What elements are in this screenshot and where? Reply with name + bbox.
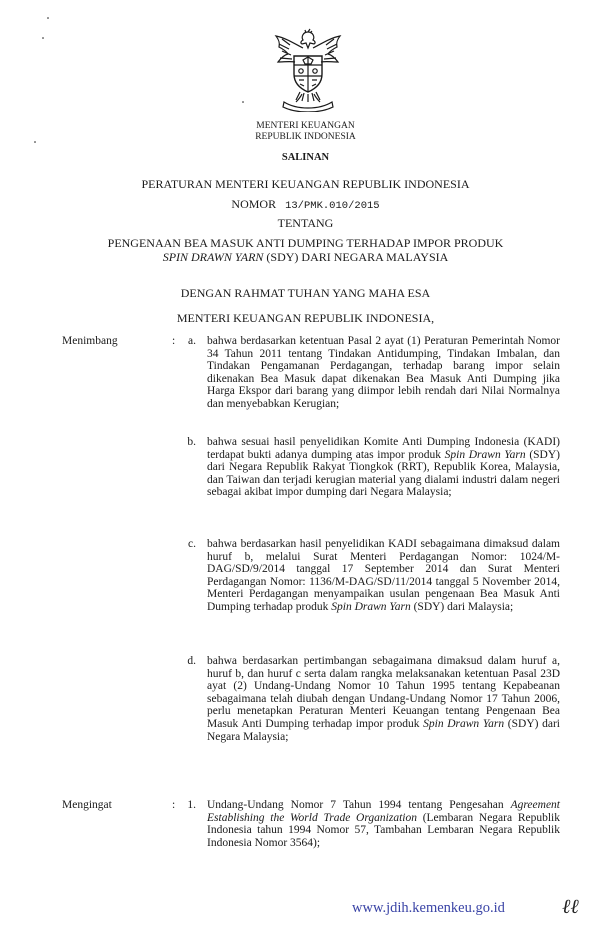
- menteri-line: MENTERI KEUANGAN REPUBLIK INDONESIA,: [176, 311, 435, 325]
- rahmat-line: DENGAN RAHMAT TUHAN YANG MAHA ESA: [180, 286, 431, 300]
- ministry-name: MENTERI KEUANGAN: [256, 121, 355, 131]
- legal-basis-1: [207, 799, 560, 849]
- text-run: (SDY) dari Malaysia;: [410, 600, 514, 613]
- italic-term: Agreement Establishing the World Trade Organization: [207, 799, 560, 824]
- scan-speck: [242, 101, 244, 103]
- regulation-number: [0, 197, 611, 212]
- regulation-title: PERATURAN MENTERI KEUANGAN REPUBLIK INDONESIA: [141, 177, 470, 191]
- consideration-letter: a.: [188, 335, 196, 347]
- consideration-b: [207, 436, 560, 499]
- consideration-letter: d.: [187, 655, 196, 667]
- mengingat-colon: :: [172, 799, 176, 811]
- menimbang-colon: :: [172, 335, 176, 347]
- text-run: (SDY) dari Negara Republik Rakyat Tiongkok (RRT), Republik Korea, Malaysia, dan Taiwan dan terjadi kerugian material yang dialami industri dalam negeri sebagai akibat impor dumping dari Negara Malaysia;: [207, 448, 560, 499]
- consideration-c: [207, 538, 560, 614]
- italic-term: Spin Drawn Yarn: [331, 600, 411, 613]
- ministry-country: REPUBLIK INDONESIA: [255, 132, 356, 142]
- text-run: (SDY) dari Negara Malaysia;: [207, 717, 561, 743]
- website-link[interactable]: www.jdih.kemenkeu.go.id: [352, 900, 505, 916]
- italic-term: Spin Drawn Yarn: [444, 448, 526, 461]
- text-run: (Lembaran Negara Republik Indonesia tahun 1994 Nomor 57, Tambahan Lembaran Negara Republik Indonesia Nomor 3564);: [207, 811, 560, 849]
- text-run: bahwa berdasarkan ketentuan Pasal 2 ayat (1) Peraturan Pemerintah Nomor 34 Tahun 2011 tentang Tindakan Antidumping, Tindakan Imbalan, dan Tindakan Pengamanan Perdagangan, terhadap barang impor selain dikenakan Bea Masuk dapat dikenakan Bea Masuk Anti Dumping jika Harga Ekspor dari barang yang diimpor lebih rendah dari Nilai Normalnya dan menyebabkan Kerugian;: [207, 335, 560, 410]
- nomor-value: 13/PMK.010/2015: [285, 200, 380, 212]
- subject-line-2-rest: (SDY) DARI NEGARA MALAYSIA: [263, 250, 449, 264]
- menimbang-label: Menimbang: [62, 335, 118, 347]
- text-run: bahwa sesuai hasil penyelidikan Komite Anti Dumping Indonesia (KADI) terdapat bukti adanya dumping atas impor produk: [207, 436, 560, 461]
- consideration-letter: b.: [187, 436, 196, 448]
- garuda-emblem-icon: [270, 28, 346, 112]
- text-run: bahwa berdasarkan hasil penyelidikan KADI sebagaimana dimaksud dalam huruf b, melalui Surat Menteri Perdagangan Nomor: 1024/M-DAG/SD/9/2014 tanggal 17 September 2014 dan Surat Menteri Perdagangan Nomor: 1136/M-DAG/SD/11/2014 tanggal 5 November 2014, Menteri Perdagangan menyampaikan usulan pengenaan Bea Masuk Anti Dumping terhadap produk: [207, 538, 560, 613]
- subject-product-name: SPIN DRAWN YARN: [162, 250, 264, 264]
- salinan-label: SALINAN: [281, 152, 330, 163]
- subject-line-2: [0, 250, 611, 265]
- initial-signature: ℓℓ: [562, 896, 579, 918]
- subject-line-1: PENGENAAN BEA MASUK ANTI DUMPING TERHADAP IMPOR PRODUK: [107, 236, 504, 250]
- consideration-letter: c.: [188, 538, 196, 550]
- scan-speck: [42, 37, 44, 39]
- scan-speck: [47, 17, 49, 19]
- consideration-a: [207, 335, 560, 411]
- nomor-label: NOMOR: [231, 197, 277, 211]
- italic-term: Spin Drawn Yarn: [423, 717, 505, 730]
- mengingat-label: Mengingat: [62, 799, 112, 811]
- tentang-label: TENTANG: [277, 216, 334, 230]
- basis-number: 1.: [187, 799, 196, 811]
- text-run: Undang-Undang Nomor 7 Tahun 1994 tentang Pengesahan: [207, 799, 511, 811]
- consideration-d: [207, 655, 560, 743]
- text-run: bahwa berdasarkan pertimbangan sebagaimana dimaksud dalam huruf a, huruf b, dan huruf c serta dalam rangka melaksanakan ketentuan Pasal 23D ayat (2) Undang-Undang Nomor 10 Tahun 1995 tentang Kepabeanan sebagaimana telah diubah dengan Undang-Undang Nomor 17 Tahun 2006, perlu menetapkan Peraturan Menteri Keuangan tentang Pengenaan Bea Masuk Anti Dumping terhadap impor produk: [207, 655, 560, 730]
